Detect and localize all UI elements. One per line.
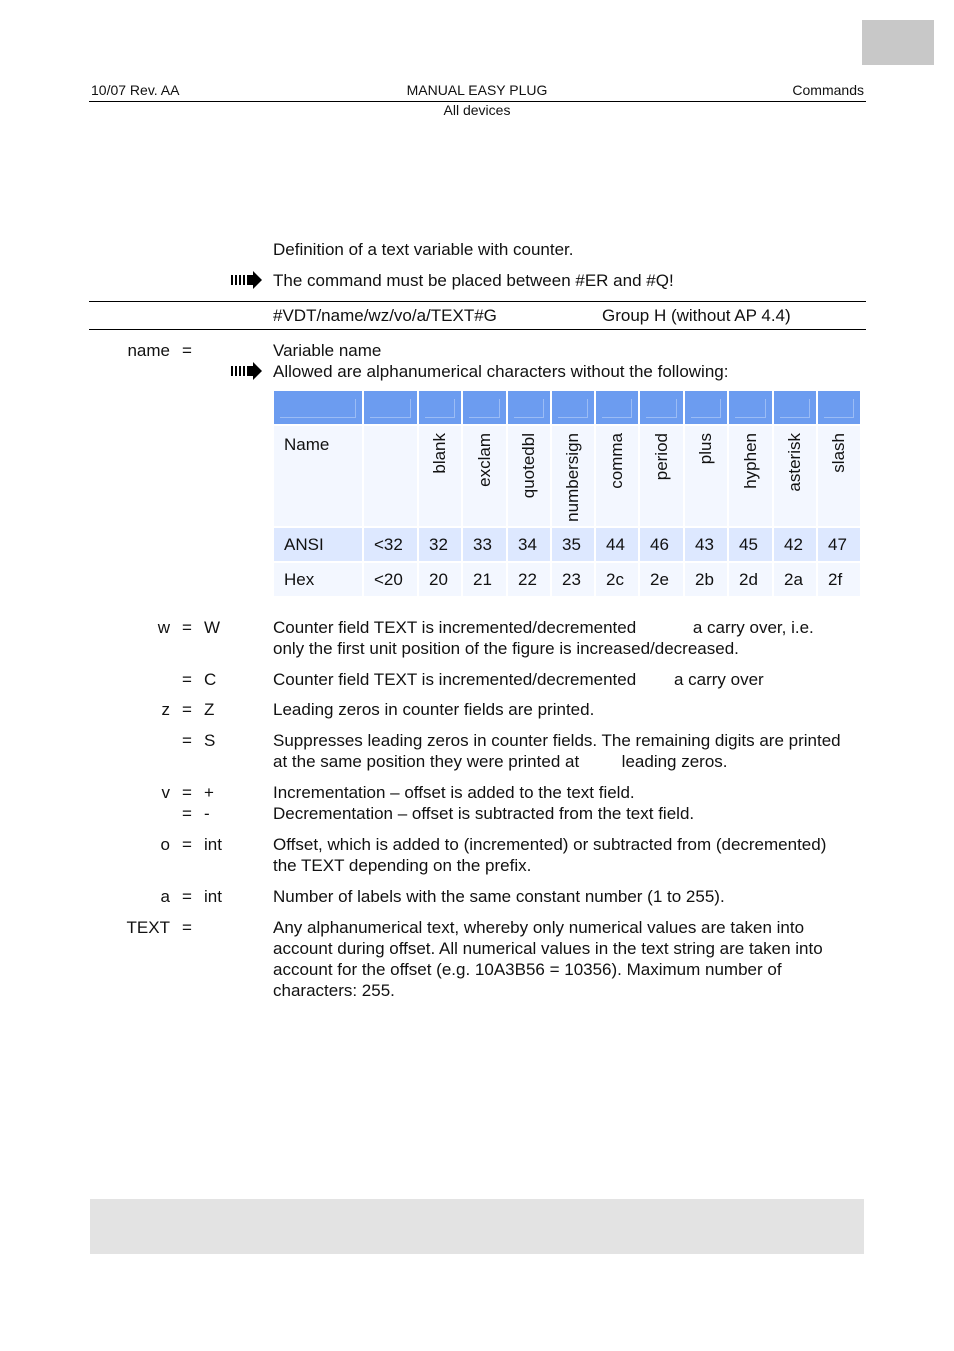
char-name: exclam [474,433,494,487]
param-z-equals-2: = [182,731,192,750]
param-text: TEXT [126,918,170,937]
param-z-S-desc-2: at the same position they were printed at leading zeros. [273,752,728,771]
hex-value: 2b [684,562,728,597]
char-name: numbersign [563,433,582,522]
char-name: period [651,433,671,481]
param-w-value-W: W [204,618,221,637]
param-w: w [157,618,170,637]
param-text-desc-4: characters: 255. [273,981,395,1000]
ansi-value: 45 [728,527,773,562]
hex-value: 2e [639,562,684,597]
ansi-value: 44 [595,527,639,562]
char-name: plus [696,433,715,465]
param-z-value-Z: Z [204,700,215,719]
param-v-value-minus: - [204,804,210,823]
param-text-desc-2: account during offset. All numerical values in the text string are taken into [273,939,823,958]
param-o-desc-2: the TEXT depending on the prefix. [273,856,532,875]
header-section: Commands [792,82,864,98]
param-a: a [160,887,170,906]
char-name: blank [430,433,449,474]
char-name: slash [829,433,848,473]
command-syntax: #VDT/name/wz/vo/a/TEXT#G [273,306,497,325]
syntax-rule-top [89,301,866,302]
hex-value: 2d [728,562,773,597]
param-v-minus-desc: Decrementation – offset is subtracted from the text field. [273,804,695,823]
corner-tab [862,20,934,65]
param-name: name [127,341,170,360]
param-o-equals: = [182,835,192,854]
header-title: MANUAL EASY PLUG [406,82,548,98]
table-row-name [274,425,861,527]
hex-value: 23 [551,562,595,597]
param-v-equals: = [182,783,192,802]
command-group: Group H (without AP 4.4) [602,306,791,325]
char-name: hyphen [740,433,760,489]
ansi-value: 33 [462,527,507,562]
ansi-value: 42 [773,527,817,562]
param-v-plus-desc: Incrementation – offset is added to the text field. [273,783,635,802]
char-name: quotedbl [519,433,538,499]
param-z-equals: = [182,700,192,719]
param-w-C-desc: Counter field TEXT is incremented/decremented a carry over [273,670,764,689]
param-w-W-desc-2: only the first unit position of the figure is increased/decreased. [273,639,739,658]
table-row-hex [274,562,861,597]
hex-value: 2f [817,562,861,597]
param-w-value-C: C [204,670,217,689]
param-name-desc: Variable name [273,341,382,360]
row-label-hex: Hex [274,562,363,597]
footer-bar [90,1199,864,1254]
placement-note: The command must be placed between #ER and #Q! [273,271,674,290]
param-w-W-desc-1: Counter field TEXT is incremented/decremented a carry over, i.e. [273,618,814,637]
param-text-equals: = [182,918,192,937]
row-label-name: Name [284,435,330,454]
param-z-S-desc-1: Suppresses leading zeros in counter fields. The remaining digits are printed [273,731,841,750]
param-text-desc-1: Any alphanumerical text, whereby only numerical values are taken into [273,918,805,937]
param-v-value-plus: + [204,783,214,802]
param-z-value-S: S [204,731,216,750]
ansi-value: 43 [684,527,728,562]
param-a-value: int [204,887,222,906]
table-header-bar [274,391,861,425]
definition-text: Definition of a text variable with counter. [273,240,574,259]
char-name: asterisk [785,433,804,492]
param-w-equals-2: = [182,670,192,689]
ansi-value: 34 [507,527,551,562]
hex-value: 20 [418,562,462,597]
syntax-rule-bottom [89,329,866,330]
ansi-value: 46 [639,527,684,562]
param-z-Z-desc: Leading zeros in counter fields are printed. [273,700,595,719]
row-label-ansi: ANSI [274,527,363,562]
disallowed-characters-table [274,391,862,598]
param-o-desc-1: Offset, which is added to (incremented) or subtracted from (decremented) [273,835,827,854]
pointing-hand-icon [231,271,263,289]
param-a-equals: = [182,887,192,906]
param-z: z [161,700,170,719]
hex-value: <20 [363,562,418,597]
char-name: comma [607,433,626,489]
header-revision: 10/07 Rev. AA [91,82,180,98]
param-o: o [160,835,170,854]
ansi-value: <32 [363,527,418,562]
param-text-desc-3: account for the offset (e.g. 10A3B56 = 10356). Maximum number of [273,960,782,979]
hex-value: 22 [507,562,551,597]
param-name-equals: = [182,341,192,360]
table-row-ansi [274,527,861,562]
ansi-value: 35 [551,527,595,562]
param-v: v [161,783,170,802]
param-o-value: int [204,835,222,854]
ansi-value: 32 [418,527,462,562]
param-w-equals: = [182,618,192,637]
hex-value: 2a [773,562,817,597]
param-a-desc: Number of labels with the same constant number (1 to 255). [273,887,725,906]
pointing-hand-icon [231,362,263,380]
hex-value: 21 [462,562,507,597]
param-name-allowed: Allowed are alphanumerical characters without the following: [273,362,729,381]
hex-value: 2c [595,562,639,597]
ansi-value: 47 [817,527,861,562]
param-v-equals-2: = [182,804,192,823]
header-subtitle: All devices [443,102,511,118]
